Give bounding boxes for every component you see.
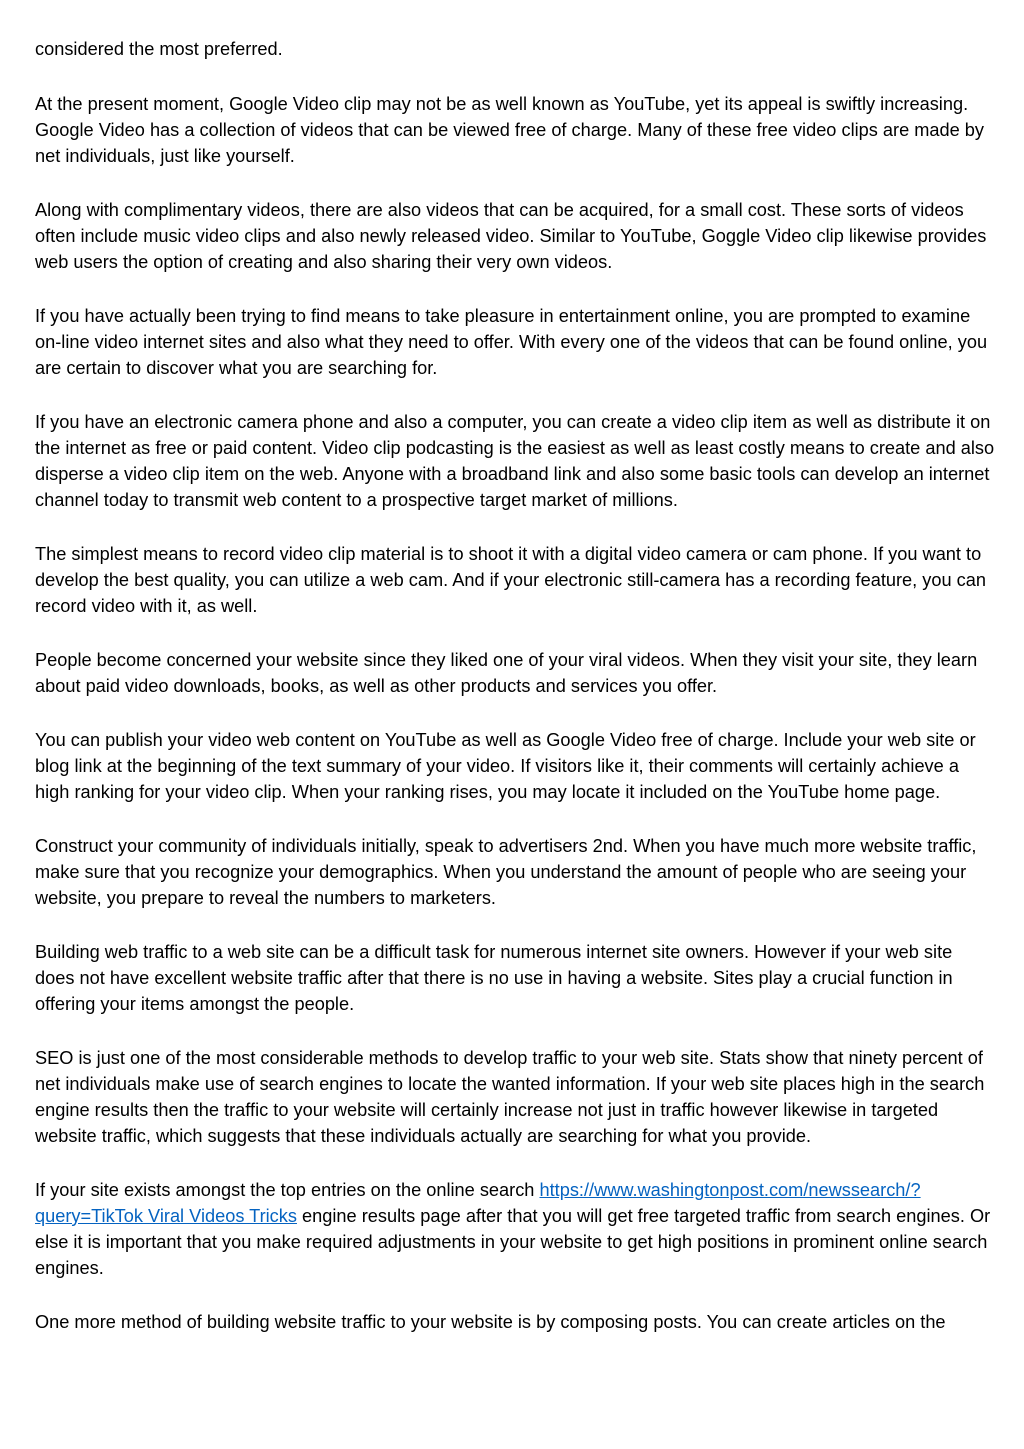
paragraph: considered the most preferred.	[35, 39, 283, 59]
paragraph: If you have an electronic camera phone and also a computer, you can create a video clip item as well as distribute it on the internet as free or paid content. Video clip podcasting is the easiest as well as least costly means to create and also disperse a video clip item on the web. Anyone with a broadband link and also some basic tools can develop an internet channel today to transmit web content to a prospective target market of millions.	[35, 412, 995, 510]
paragraph-text-after-link: engine results page after that you will get free targeted traffic from search engines. Or else it is important that you make required adjustments in your website to get high positions in prominent online search engines.	[35, 1206, 991, 1278]
paragraph: Building web traffic to a web site can be a difficult task for numerous internet site owners. However if your web site does not have excellent website traffic after that there is no use in having a website. Sites play a crucial function in offering your items amongst the people.	[35, 942, 953, 1014]
paragraph: You can publish your video web content on YouTube as well as Google Video free of charge. Include your web site or blog link at the beginning of the text summary of your video. If visitors like it, their comments will certainly achieve a high ranking for your video clip. When your ranking rises, you may locate it included on the YouTube home page.	[35, 730, 976, 802]
search-link[interactable]: https://www.washingtonpost.com/newssearch/?query=TikTok Viral Videos Tricks	[35, 1180, 921, 1226]
paragraph: The simplest means to record video clip material is to shoot it with a digital video camera or cam phone. If you want to develop the best quality, you can utilize a web cam. And if your electronic still-camera has a recording feature, you can record video with it, as well.	[35, 544, 986, 616]
paragraph: SEO is just one of the most considerable methods to develop traffic to your web site. Stats show that ninety percent of net individuals make use of search engines to locate the wanted information. If your web site places high in the search engine results then the traffic to your website will certainly increase not just in traffic however likewise in targeted website traffic, which suggests that these individuals actually are searching for what you provide.	[35, 1048, 985, 1146]
paragraph: If you have actually been trying to find means to take pleasure in entertainment online, you are prompted to examine on-line video internet sites and also what they need to offer. With every one of the videos that can be found online, you are certain to discover what you are searching for.	[35, 306, 988, 378]
paragraph: Construct your community of individuals initially, speak to advertisers 2nd. When you have much more website traffic, make sure that you recognize your demographics. When you understand the amount of people who are seeing your website, you prepare to reveal the numbers to marketers.	[35, 836, 977, 908]
paragraph: One more method of building website traffic to your website is by composing posts. You can create articles on the	[35, 1312, 946, 1332]
paragraph: Along with complimentary videos, there are also videos that can be acquired, for a small cost. These sorts of videos often include music video clips and also newly released video. Similar to YouTube, Goggle Video clip likewise provides web users the option of creating and also sharing their very own videos.	[35, 200, 987, 272]
paragraph-text-before-link: If your site exists amongst the top entries on the online search	[35, 1180, 540, 1200]
paragraph: At the present moment, Google Video clip may not be as well known as YouTube, yet its appeal is swiftly increasing. Google Video has a collection of videos that can be viewed free of charge. Many of these free video clips are made by net individuals, just like yourself.	[35, 94, 985, 166]
document-body	[35, 36, 995, 1363]
paragraph: People become concerned your website since they liked one of your viral videos. When they visit your site, they learn about paid video downloads, books, as well as other products and services you offer.	[35, 650, 978, 696]
paragraph-with-link	[35, 1177, 995, 1281]
